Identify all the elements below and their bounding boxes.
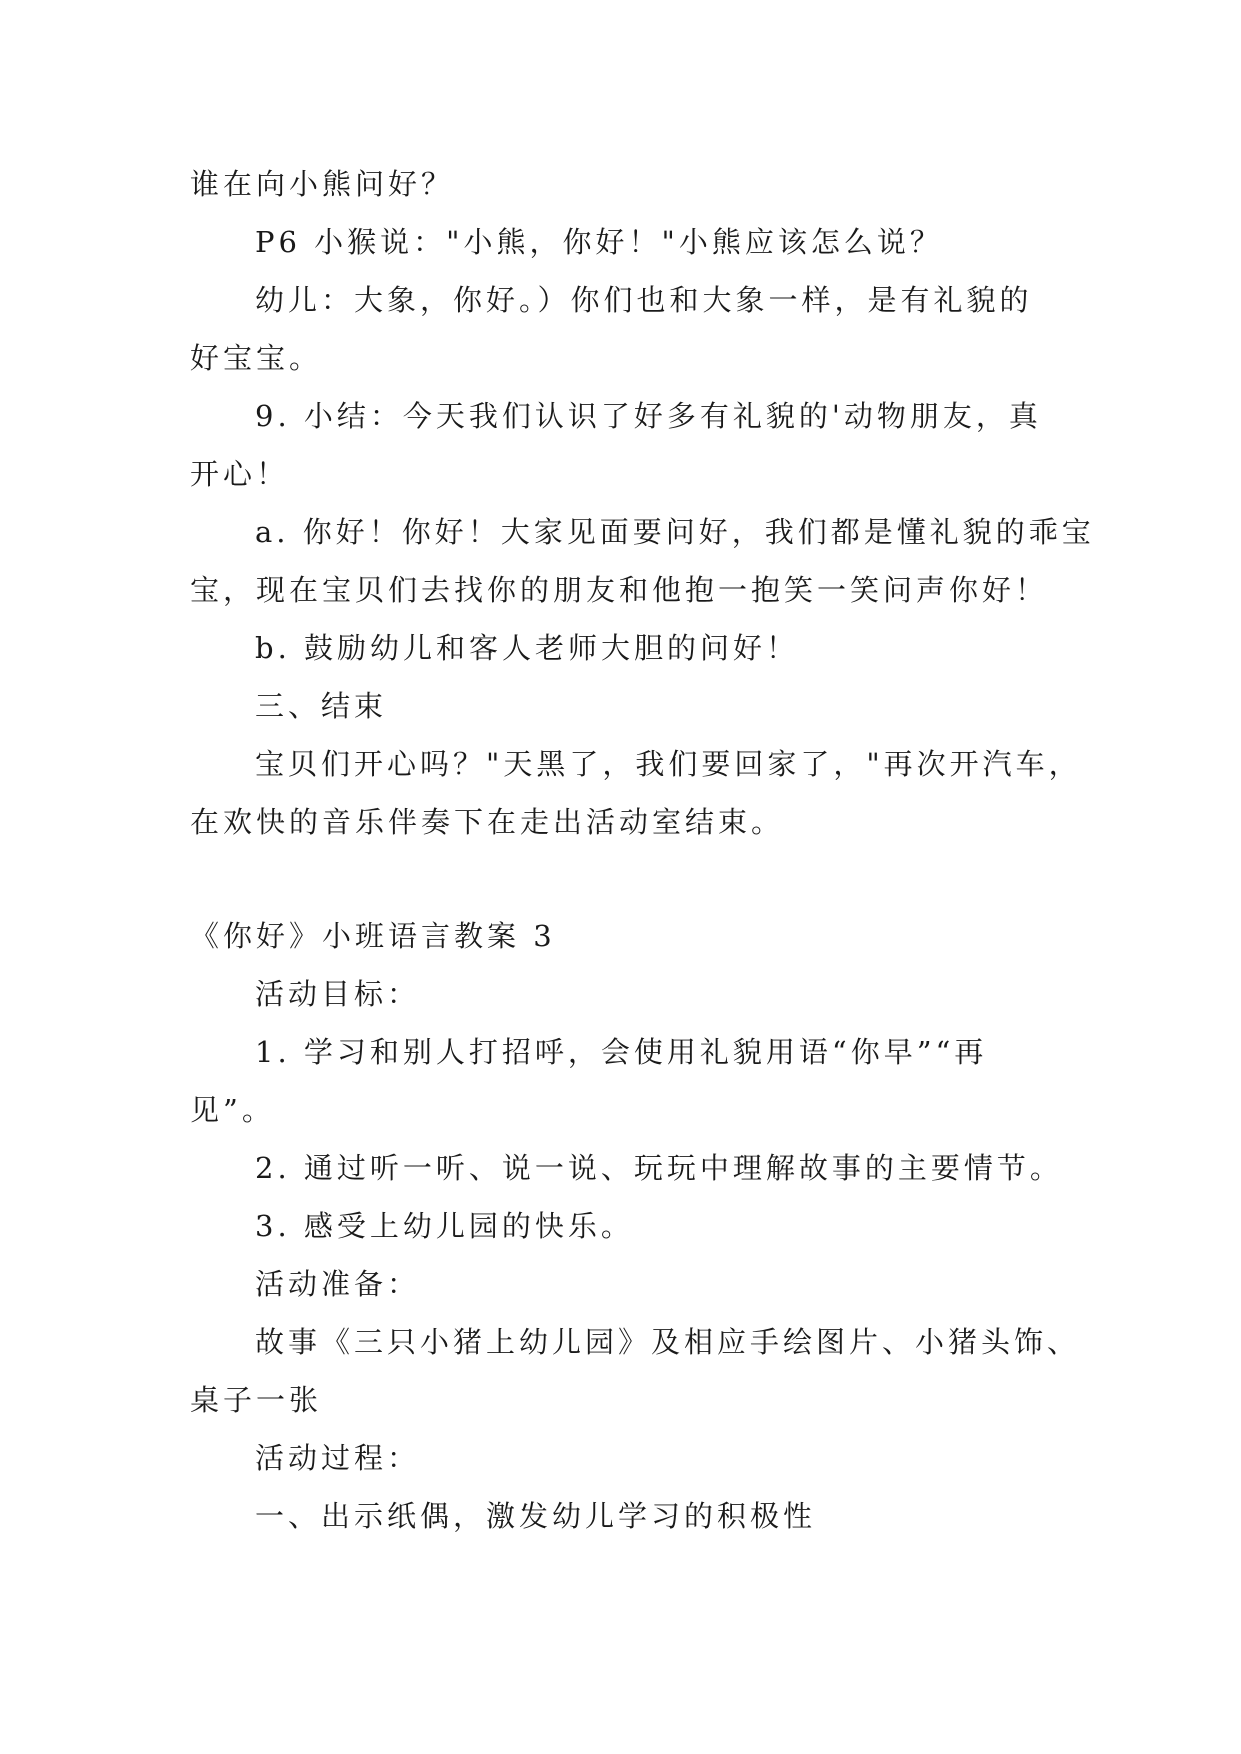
text-line-17: 2. 通过听一听、说一说、玩玩中理解故事的主要情节。: [255, 1151, 1063, 1185]
document-title: 《你好》小班语言教案 3: [190, 919, 556, 953]
text-line-23: 一、出示纸偶，激发幼儿学习的积极性: [255, 1499, 817, 1533]
text-line-3: 幼儿：大象，你好。）你们也和大象一样，是有礼貌的: [255, 283, 1033, 317]
text-line-16: 见”。: [190, 1093, 275, 1127]
text-line-12: 在欢快的音乐伴奏下在走出活动室结束。: [190, 805, 785, 839]
text-line-8: 宝，现在宝贝们去找你的朋友和他抱一抱笑一笑问声你好！: [190, 573, 1049, 607]
text-line-1: 谁在向小熊问好？: [190, 167, 455, 201]
text-line-21: 桌子一张: [190, 1383, 323, 1417]
section-heading-process: 活动过程：: [255, 1441, 421, 1475]
text-line-5: 9. 小结：今天我们认识了好多有礼貌的'动物朋友，真: [255, 399, 1042, 433]
text-line-6: 开心！: [190, 457, 290, 491]
text-line-18: 3. 感受上幼儿园的快乐。: [255, 1209, 634, 1243]
text-line-2: P6 小猴说："小熊，你好！"小熊应该怎么说？: [255, 225, 943, 259]
text-line-11: 宝贝们开心吗？"天黑了，我们要回家了，"再次开汽车，: [255, 747, 1082, 781]
section-heading-goals: 活动目标：: [255, 977, 421, 1011]
text-line-9: b. 鼓励幼儿和客人老师大胆的问好！: [255, 631, 800, 665]
section-heading-prep: 活动准备：: [255, 1267, 421, 1301]
text-line-7: a. 你好！你好！大家见面要问好，我们都是懂礼貌的乖宝: [255, 515, 1095, 549]
text-line-20: 故事《三只小猪上幼儿园》及相应手绘图片、小猪头饰、: [255, 1325, 1081, 1359]
text-line-15: 1. 学习和别人打招呼，会使用礼貌用语“你早”“再: [255, 1035, 988, 1069]
section-heading: 三、结束: [255, 689, 388, 723]
text-line-4: 好宝宝。: [190, 341, 323, 375]
